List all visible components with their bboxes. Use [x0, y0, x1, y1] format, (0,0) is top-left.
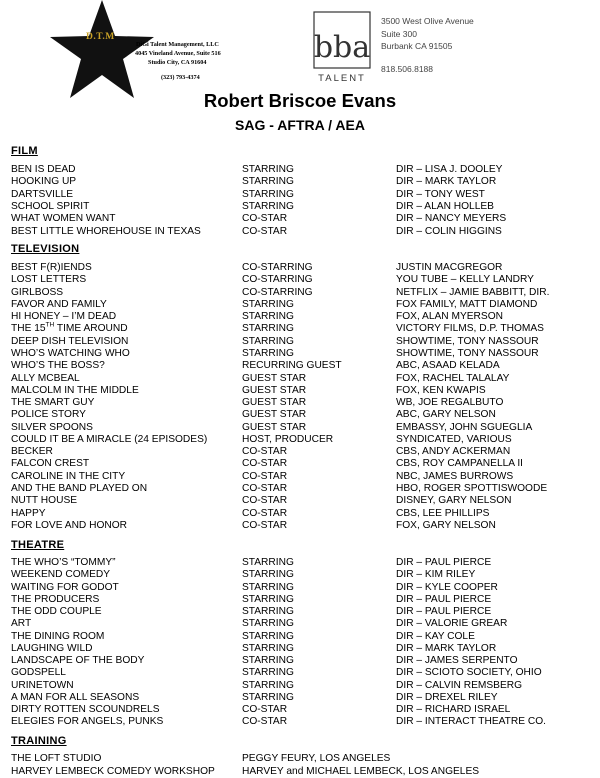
theatre-credit-title: LAUGHING WILD — [11, 642, 93, 654]
theatre-credit-title: WAITING FOR GODOT — [11, 581, 119, 593]
television-credit-role: GUEST STAR — [242, 384, 307, 396]
film-credit-row — [0, 176, 600, 188]
film-credit-title: WHAT WOMEN WANT — [11, 213, 116, 225]
television-credit-role: CO-STAR — [242, 519, 288, 531]
theatre-credit-title: LANDSCAPE OF THE BODY — [11, 655, 145, 666]
television-credit-role: CO-STAR — [242, 446, 288, 458]
theatre-credit-role: STARRING — [242, 630, 294, 642]
television-credit-title: BECKER — [11, 446, 53, 458]
television-credit-director: ABC, GARY NELSON — [396, 409, 496, 421]
theatre-credit-row — [0, 631, 600, 643]
theatre-credit-director: DIR – MARK TAYLOR — [396, 642, 497, 654]
theatre-credit-role: STARRING — [242, 691, 294, 703]
television-credit-director: FOX FAMILY, MATT DIAMOND — [396, 298, 538, 310]
theatre-credit-title: THE PRODUCERS — [11, 593, 100, 605]
television-credit-row — [0, 508, 600, 520]
television-credit-director: WB, JOE REGALBUTO — [396, 397, 504, 409]
theatre-credit-role: STARRING — [242, 655, 294, 666]
television-credit-role: CO-STAR — [242, 483, 288, 495]
television-credit-row — [0, 409, 600, 421]
television-credit-role: STARRING — [242, 347, 294, 359]
training-credit-role: HARVEY and MICHAEL LEMBECK, LOS ANGELES — [242, 765, 480, 777]
television-credit-title: FOR LOVE AND HONOR — [11, 519, 128, 531]
dtm-phone: (323) 793-4374 — [161, 74, 200, 81]
television-credit-row — [0, 311, 600, 323]
dtm-logo — [48, 0, 268, 100]
theatre-credit-title: ELEGIES FOR ANGELS, PUNKS — [11, 716, 164, 728]
theatre-credit-role: STARRING — [242, 679, 294, 691]
television-credit-role: CO-STAR — [242, 470, 288, 482]
dtm-address-line1: 4045 Vineland Avenue, Suite 516 — [135, 50, 221, 57]
television-credit-row — [0, 434, 600, 446]
theatre-credit-title: URINETOWN — [11, 679, 74, 691]
television-credit-role: STARRING — [242, 335, 294, 347]
television-credit-row — [0, 471, 600, 483]
television-credit-role: CO-STAR — [242, 458, 288, 470]
theatre-credit-director: DIR – DREXEL RILEY — [396, 691, 498, 703]
television-credit-title: THE 15TH TIME AROUND — [11, 322, 128, 335]
television-credit-title: COULD IT BE A MIRACLE (24 EPISODES) — [11, 433, 208, 445]
theatre-credit-role: CO-STAR — [242, 716, 288, 728]
television-credit-director: NBC, JAMES BURROWS — [396, 470, 514, 482]
theatre-credit-director: DIR – CALVIN REMSBERG — [396, 679, 523, 691]
theatre-credit-row — [0, 680, 600, 692]
television-credit-title: FAVOR AND FAMILY — [11, 298, 107, 310]
theatre-credit-row — [0, 606, 600, 618]
television-credit-director: SHOWTIME, TONY NASSOUR — [396, 335, 539, 347]
film-credit-director: DIR – TONY WEST — [396, 188, 485, 200]
theatre-credit-director: DIR – RICHARD ISRAEL — [396, 704, 511, 715]
section-heading-theatre: THEATRE — [11, 539, 65, 551]
television-credit-role: STARRING — [242, 323, 294, 335]
theatre-credit-row — [0, 655, 600, 667]
bba-logo-subtext: TALENT — [318, 73, 366, 84]
television-credit-role: HOST, PRODUCER — [242, 433, 334, 445]
television-credit-director: CBS, LEE PHILLIPS — [396, 507, 490, 519]
theatre-credit-title: THE WHO’S “TOMMY” — [11, 557, 116, 568]
television-credit-title: LOST LETTERS — [11, 274, 87, 286]
bba-phone: 818.506.8188 — [381, 64, 433, 74]
television-credit-director: HBO, ROGER SPOTTISWOODE — [396, 483, 548, 495]
film-credit-title: BEN IS DEAD — [11, 164, 76, 175]
film-credit-director: DIR – LISA J. DOOLEY — [396, 164, 503, 175]
theatre-credit-role: STARRING — [242, 606, 294, 617]
television-credit-row — [0, 360, 600, 372]
film-credit-director: DIR – MARK TAYLOR — [396, 176, 497, 188]
training-credit-role: PEGGY FEURY, LOS ANGELES — [242, 753, 391, 764]
film-credit-role: STARRING — [242, 164, 294, 175]
television-credit-role: GUEST STAR — [242, 397, 307, 409]
training-credit-title: HARVEY LEMBECK COMEDY WORKSHOP — [11, 765, 215, 777]
television-credit-title: BEST F(R)IENDS — [11, 262, 92, 273]
television-credit-row — [0, 348, 600, 360]
television-credit-row — [0, 287, 600, 299]
film-credit-role: CO-STAR — [242, 213, 288, 225]
television-credit-director: CBS, ROY CAMPANELLA II — [396, 458, 524, 470]
bba-address-line3: Burbank CA 91505 — [381, 41, 453, 51]
television-credit-role: STARRING — [242, 311, 294, 323]
bba-address-line2: Suite 300 — [381, 29, 417, 39]
film-credit-row — [0, 189, 600, 201]
television-credit-row — [0, 495, 600, 507]
theatre-credit-row — [0, 569, 600, 581]
theatre-credit-role: STARRING — [242, 618, 294, 630]
television-credit-row — [0, 323, 600, 335]
film-credit-role: STARRING — [242, 200, 294, 212]
television-credit-director: NETFLIX – JAMIE BABBITT, DIR. — [396, 286, 550, 298]
television-credit-director: FOX, GARY NELSON — [396, 519, 496, 531]
television-credit-row — [0, 274, 600, 286]
training-credit-title: THE LOFT STUDIO — [11, 753, 102, 764]
television-credit-title: FALCON CREST — [11, 458, 90, 470]
theatre-credit-title: GODSPELL — [11, 667, 66, 679]
film-credit-title: HOOKING UP — [11, 176, 77, 188]
dtm-logo-text: D.T.M — [86, 32, 115, 42]
television-credit-row — [0, 262, 600, 274]
film-credit-title: BEST LITTLE WHOREHOUSE IN TEXAS — [11, 225, 201, 237]
television-credit-row — [0, 483, 600, 495]
television-credit-title: POLICE STORY — [11, 409, 86, 421]
film-credit-title: DARTSVILLE — [11, 188, 74, 200]
television-credit-director: DISNEY, GARY NELSON — [396, 495, 512, 507]
theatre-credit-director: DIR – SCIOTO SOCIETY, OHIO — [396, 667, 542, 679]
theatre-credit-director: DIR – KAY COLE — [396, 630, 475, 642]
television-credit-title: SILVER SPOONS — [11, 421, 93, 433]
training-credit-row — [0, 753, 600, 765]
film-credit-role: CO-STAR — [242, 225, 288, 237]
theatre-credit-row — [0, 582, 600, 594]
television-credit-director: FOX, KEN KWAPIS — [396, 384, 486, 396]
television-credit-role: RECURRING GUEST — [242, 360, 342, 372]
theatre-credit-title: ART — [11, 618, 32, 630]
title-remainder: TIME AROUND — [54, 323, 128, 335]
television-credit-title: HI HONEY – I’M DEAD — [11, 311, 117, 323]
television-credit-director: YOU TUBE – KELLY LANDRY — [396, 274, 534, 286]
television-credit-director: VICTORY FILMS, D.P. THOMAS — [396, 323, 544, 335]
television-credit-role: CO-STARRING — [242, 262, 313, 273]
bba-logo — [313, 11, 373, 89]
theatre-credit-title: DIRTY ROTTEN SCOUNDRELS — [11, 704, 160, 715]
theatre-credit-role: STARRING — [242, 667, 294, 679]
television-credit-row — [0, 422, 600, 434]
television-credit-director: FOX, ALAN MYERSON — [396, 311, 503, 323]
theatre-credit-role: STARRING — [242, 642, 294, 654]
television-credit-director: EMBASSY, JOHN SGUEGLIA — [396, 421, 533, 433]
television-credit-row — [0, 299, 600, 311]
theatre-credit-role: STARRING — [242, 581, 294, 593]
television-credit-role: GUEST STAR — [242, 372, 307, 384]
actor-name: Robert Briscoe Evans — [203, 90, 397, 111]
television-credit-title: MALCOLM IN THE MIDDLE — [11, 384, 139, 396]
television-credit-director: CBS, ANDY ACKERMAN — [396, 446, 511, 458]
dtm-address-line2: Studio City, CA 91604 — [148, 59, 207, 66]
television-credit-row — [0, 446, 600, 458]
theatre-credit-row — [0, 704, 600, 716]
theatre-credit-role: CO-STAR — [242, 704, 288, 715]
theatre-credit-title: WEEKEND COMEDY — [11, 569, 111, 581]
section-heading-film: FILM — [11, 145, 38, 157]
theatre-credit-role: STARRING — [242, 593, 294, 605]
dtm-company-name: DiGi Talent Management, LLC — [136, 41, 219, 48]
television-credit-role: STARRING — [242, 298, 294, 310]
theatre-credit-row — [0, 594, 600, 606]
television-credit-title: WHO’S WATCHING WHO — [11, 347, 130, 359]
television-credit-role: CO-STARRING — [242, 274, 313, 286]
section-heading-television: TELEVISION — [11, 243, 80, 255]
television-credit-title: NUTT HOUSE — [11, 495, 78, 507]
theatre-credit-title: THE ODD COUPLE — [11, 606, 102, 617]
television-credit-role: GUEST STAR — [242, 421, 307, 433]
theatre-credit-row — [0, 667, 600, 679]
film-credit-role: STARRING — [242, 176, 294, 188]
theatre-credit-director: DIR – KYLE COOPER — [396, 581, 498, 593]
television-credit-director: FOX, RACHEL TALALAY — [396, 372, 510, 384]
television-credit-title: WHO’S THE BOSS? — [11, 360, 105, 372]
bba-logo-mark — [313, 11, 371, 87]
film-credit-row — [0, 226, 600, 238]
television-credit-row — [0, 397, 600, 409]
theatre-credit-row — [0, 557, 600, 569]
television-credit-director: SHOWTIME, TONY NASSOUR — [396, 347, 539, 359]
television-credit-title: DEEP DISH TELEVISION — [11, 335, 129, 347]
television-credit-role: CO-STAR — [242, 495, 288, 507]
television-credit-row — [0, 385, 600, 397]
bba-address-line1: 3500 West Olive Avenue — [381, 16, 474, 26]
television-credit-director: SYNDICATED, VARIOUS — [396, 433, 512, 445]
film-credit-row — [0, 164, 600, 176]
section-heading-training: TRAINING — [11, 735, 67, 747]
television-credit-title: THE SMART GUY — [11, 397, 95, 409]
film-credit-director: DIR – ALAN HOLLEB — [396, 200, 494, 212]
bba-logo-text: bba — [313, 30, 371, 65]
television-credit-director: JUSTIN MACGREGOR — [396, 262, 503, 273]
theatre-credit-role: STARRING — [242, 557, 294, 568]
television-credit-title: HAPPY — [11, 507, 46, 519]
theatre-credit-director: DIR – INTERACT THEATRE CO. — [396, 716, 547, 728]
ordinal-suffix: TH — [45, 322, 55, 329]
theatre-credit-director: DIR – PAUL PIERCE — [396, 557, 492, 568]
theatre-credit-title: THE DINING ROOM — [11, 630, 105, 642]
theatre-credit-director: DIR – PAUL PIERCE — [396, 593, 492, 605]
theatre-credit-director: DIR – PAUL PIERCE — [396, 606, 492, 617]
television-credit-row — [0, 458, 600, 470]
theatre-credit-row — [0, 692, 600, 704]
theatre-credit-row — [0, 643, 600, 655]
union-affiliations: SAG - AFTRA / AEA — [235, 117, 365, 133]
film-credit-title: SCHOOL SPIRIT — [11, 200, 90, 212]
theatre-credit-role: STARRING — [242, 569, 294, 581]
theatre-credit-director: DIR – VALORIE GREAR — [396, 618, 508, 630]
film-credit-director: DIR – COLIN HIGGINS — [396, 225, 502, 237]
television-credit-title: CAROLINE IN THE CITY — [11, 470, 126, 482]
theatre-credit-row — [0, 618, 600, 630]
theatre-credit-director: DIR – JAMES SERPENTO — [396, 655, 518, 666]
television-credit-row — [0, 373, 600, 385]
film-credit-row — [0, 213, 600, 225]
television-credit-role: CO-STARRING — [242, 286, 313, 298]
television-credit-row — [0, 520, 600, 532]
film-credit-director: DIR – NANCY MEYERS — [396, 213, 507, 225]
film-credit-role: STARRING — [242, 188, 294, 200]
television-credit-title: GIRLBOSS — [11, 286, 64, 298]
television-credit-title: ALLY MCBEAL — [11, 372, 80, 384]
theatre-credit-row — [0, 716, 600, 728]
theatre-credit-director: DIR – KIM RILEY — [396, 569, 476, 581]
television-credit-row — [0, 336, 600, 348]
television-credit-role: CO-STAR — [242, 507, 288, 519]
television-credit-role: GUEST STAR — [242, 409, 307, 421]
theatre-credit-title: A MAN FOR ALL SEASONS — [11, 691, 140, 703]
television-credit-director: ABC, ASAAD KELADA — [396, 360, 500, 372]
television-credit-title: AND THE BAND PLAYED ON — [11, 483, 148, 495]
film-credit-row — [0, 201, 600, 213]
